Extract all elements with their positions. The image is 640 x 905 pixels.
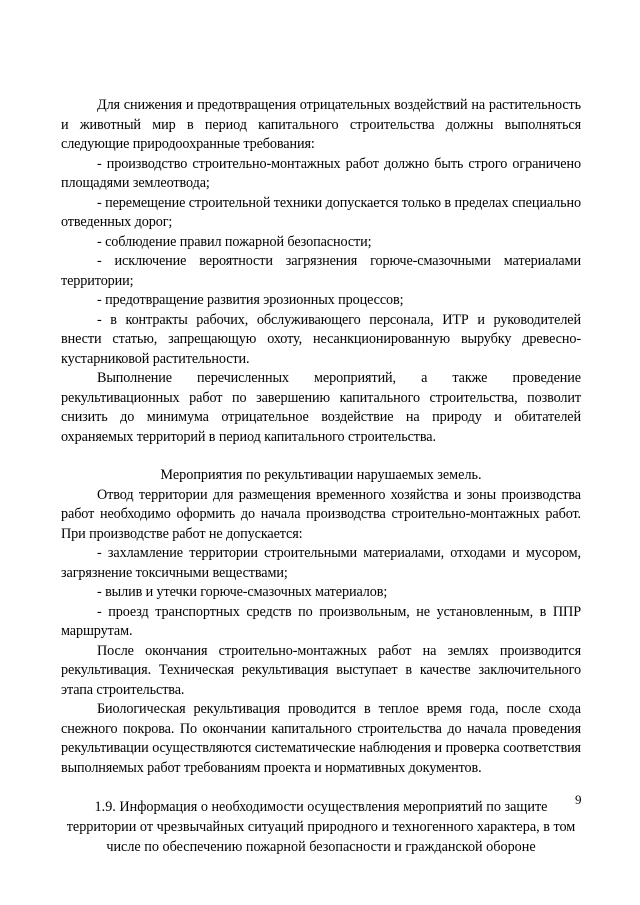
recultivation-item: - проезд транспортных средств по произвольным, не установленным, в ППР маршрутам.	[61, 603, 581, 639]
page-number: 9	[575, 792, 582, 807]
protection-item: - в контракты рабочих, обслуживающего персонала, ИТР и руководителей внести статью, запрещающую охоту, несанкционированную вырубку древесно-кустарниковой растительности.	[61, 311, 581, 367]
spacer	[61, 778, 581, 797]
protection-item: - предотвращение развития эрозионных процессов;	[97, 292, 404, 308]
protection-item: - соблюдение правил пожарной безопасности;	[97, 233, 372, 250]
recultivation-biological: Биологическая рекультивация проводится в теплое время года, после схода снежного покрова. По окончании капитального строительства до начала проведения рекультивации осуществляются систематические наблюдения и проверка соответствия выполняемых работ требованиям проекта и нормативных документов.	[61, 701, 581, 776]
recultivation-item: - захламление территории строительными материалами, отходами и мусором, загрязнение токсичными веществами;	[61, 545, 581, 581]
section-heading: 1.9. Информация о необходимости осуществления мероприятий по защите территории от чрезвычайных ситуаций природного и техногенного характера, в том числе по обеспечению пожарной безопасности и гражданской обороне	[66, 799, 576, 855]
protection-item: - исключение вероятности загрязнения горюче-смазочными материалами территории;	[61, 253, 581, 289]
document-page	[61, 96, 581, 857]
recultivation-heading: Мероприятия по рекультивации нарушаемых земель.	[160, 467, 482, 483]
recultivation-technical: После окончания строительно-монтажных работ на землях производится рекультивация. Техническая рекультивация выступает в качестве заключительного этапа строительства.	[61, 642, 581, 698]
protection-item: - перемещение строительной техники допускается только в пределах специально отведенных дорог;	[61, 194, 581, 230]
spacer	[61, 447, 581, 466]
protection-intro: Для снижения и предотвращения отрицательных воздействий на растительность и животный мир в период капитального строительства должны выполняться следующие природоохранные требования:	[61, 97, 581, 152]
recultivation-item: - вылив и утечки горюче-смазочных материалов;	[97, 584, 388, 600]
recultivation-intro: Отвод территории для размещения временного хозяйства и зоны производства работ необходимо оформить до начала производства строительно-монтажных работ. При производстве работ не допускается:	[61, 486, 581, 542]
protection-item: - производство строительно-монтажных работ должно быть строго ограничено площадями землеотвода;	[61, 155, 581, 191]
protection-conclusion: Выполнение перечисленных мероприятий, а также проведение рекультивационных работ по завершению капитального строительства, позволит снизить до минимума отрицательное воздействие на природу и обитателей охраняемых территорий в период капитального строительства.	[61, 370, 581, 445]
